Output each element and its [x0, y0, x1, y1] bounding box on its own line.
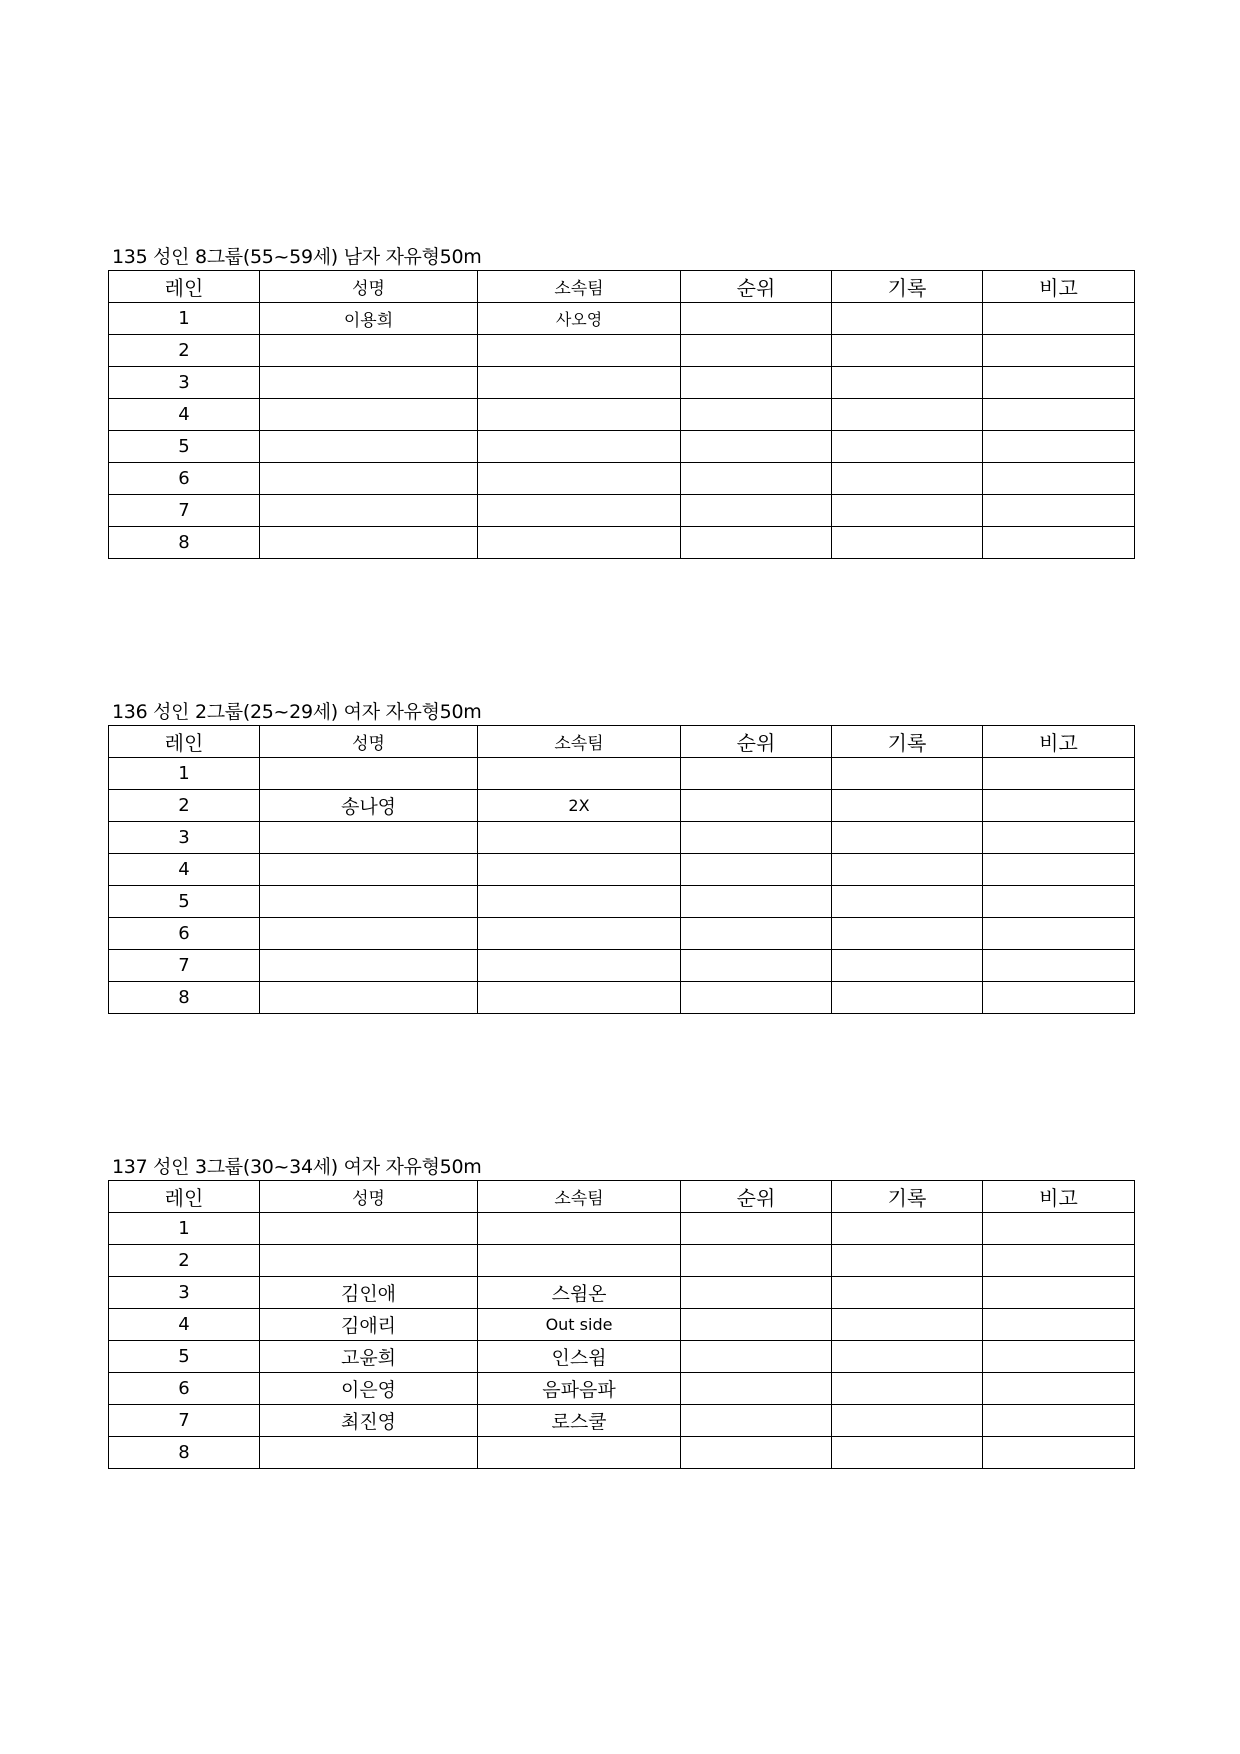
note-cell [983, 822, 1135, 854]
note-cell [983, 790, 1135, 822]
team-cell: Out side [478, 1309, 681, 1341]
name-cell: 송나영 [260, 790, 478, 822]
table-row [109, 854, 1135, 886]
column-header-team: 소속팀 [478, 1181, 681, 1213]
record-cell [832, 1373, 983, 1405]
table-row [109, 918, 1135, 950]
team-cell [478, 1213, 681, 1245]
column-header-name: 성명 [260, 271, 478, 303]
name-cell [260, 886, 478, 918]
table-header-row [109, 271, 1135, 303]
heat-table [108, 270, 1135, 559]
record-cell [832, 982, 983, 1014]
record-cell [832, 1245, 983, 1277]
team-cell [478, 982, 681, 1014]
rank-cell [681, 463, 832, 495]
name-cell: 고윤희 [260, 1341, 478, 1373]
table-row [109, 758, 1135, 790]
heat-table [108, 1180, 1135, 1469]
note-cell [983, 367, 1135, 399]
table-header-row [109, 726, 1135, 758]
lane-cell: 7 [109, 950, 260, 982]
rank-cell [681, 822, 832, 854]
note-cell [983, 1277, 1135, 1309]
table-row [109, 399, 1135, 431]
team-cell [478, 822, 681, 854]
rank-cell [681, 1245, 832, 1277]
event-title: 136 성인 2그룹(25~29세) 여자 자유형50m [112, 701, 482, 723]
lane-cell: 6 [109, 1373, 260, 1405]
lane-cell: 2 [109, 1245, 260, 1277]
lane-cell: 1 [109, 1213, 260, 1245]
name-cell [260, 854, 478, 886]
lane-cell: 8 [109, 982, 260, 1014]
rank-cell [681, 527, 832, 559]
record-cell [832, 1309, 983, 1341]
record-cell [832, 303, 983, 335]
note-cell [983, 918, 1135, 950]
note-cell [983, 527, 1135, 559]
table-row [109, 1213, 1135, 1245]
record-cell [832, 886, 983, 918]
table-row [109, 1405, 1135, 1437]
name-cell [260, 758, 478, 790]
team-cell [478, 854, 681, 886]
column-header-lane: 레인 [109, 1181, 260, 1213]
record-cell [832, 367, 983, 399]
rank-cell [681, 495, 832, 527]
column-header-lane: 레인 [109, 271, 260, 303]
rank-cell [681, 790, 832, 822]
table-row [109, 886, 1135, 918]
event-section-137 [108, 1154, 1134, 1469]
note-cell [983, 1437, 1135, 1469]
lane-cell: 1 [109, 303, 260, 335]
name-cell [260, 399, 478, 431]
column-header-name: 성명 [260, 1181, 478, 1213]
lane-cell: 8 [109, 1437, 260, 1469]
rank-cell [681, 1277, 832, 1309]
record-cell [832, 1213, 983, 1245]
column-header-record: 기록 [832, 271, 983, 303]
table-row [109, 1277, 1135, 1309]
column-header-record: 기록 [832, 1181, 983, 1213]
team-cell: 2X [478, 790, 681, 822]
lane-cell: 5 [109, 1341, 260, 1373]
note-cell [983, 1405, 1135, 1437]
lane-cell: 7 [109, 1405, 260, 1437]
name-cell [260, 822, 478, 854]
name-cell: 이은영 [260, 1373, 478, 1405]
column-header-record: 기록 [832, 726, 983, 758]
lane-cell: 4 [109, 854, 260, 886]
note-cell [983, 982, 1135, 1014]
team-cell: 인스윔 [478, 1341, 681, 1373]
lane-cell: 3 [109, 822, 260, 854]
column-header-team: 소속팀 [478, 271, 681, 303]
note-cell [983, 950, 1135, 982]
record-cell [832, 399, 983, 431]
table-row [109, 1245, 1135, 1277]
lane-cell: 6 [109, 918, 260, 950]
note-cell [983, 1245, 1135, 1277]
rank-cell [681, 1405, 832, 1437]
note-cell [983, 335, 1135, 367]
table-row [109, 822, 1135, 854]
lane-cell: 5 [109, 431, 260, 463]
column-header-note: 비고 [983, 271, 1135, 303]
record-cell [832, 918, 983, 950]
record-cell [832, 1277, 983, 1309]
rank-cell [681, 367, 832, 399]
team-cell: 음파음파 [478, 1373, 681, 1405]
table-row [109, 335, 1135, 367]
column-header-note: 비고 [983, 726, 1135, 758]
event-title: 135 성인 8그룹(55~59세) 남자 자유형50m [112, 246, 482, 268]
team-cell [478, 918, 681, 950]
column-header-team: 소속팀 [478, 726, 681, 758]
record-cell [832, 463, 983, 495]
rank-cell [681, 431, 832, 463]
table-header-row [109, 1181, 1135, 1213]
name-cell [260, 1437, 478, 1469]
rank-cell [681, 1213, 832, 1245]
note-cell [983, 854, 1135, 886]
name-cell [260, 367, 478, 399]
table-row [109, 1373, 1135, 1405]
name-cell [260, 1245, 478, 1277]
column-header-rank: 순위 [681, 271, 832, 303]
column-header-note: 비고 [983, 1181, 1135, 1213]
rank-cell [681, 303, 832, 335]
record-cell [832, 854, 983, 886]
name-cell [260, 918, 478, 950]
team-cell: 로스쿨 [478, 1405, 681, 1437]
rank-cell [681, 335, 832, 367]
team-cell [478, 1245, 681, 1277]
record-cell [832, 1405, 983, 1437]
rank-cell [681, 982, 832, 1014]
event-section-135 [108, 244, 1134, 559]
record-cell [832, 1341, 983, 1373]
record-cell [832, 822, 983, 854]
team-cell [478, 950, 681, 982]
rank-cell [681, 1309, 832, 1341]
note-cell [983, 1341, 1135, 1373]
name-cell [260, 982, 478, 1014]
rank-cell [681, 886, 832, 918]
lane-cell: 1 [109, 758, 260, 790]
table-row [109, 463, 1135, 495]
note-cell [983, 399, 1135, 431]
table-row [109, 431, 1135, 463]
column-header-name: 성명 [260, 726, 478, 758]
lane-cell: 3 [109, 367, 260, 399]
note-cell [983, 1373, 1135, 1405]
name-cell: 이용희 [260, 303, 478, 335]
table-row [109, 982, 1135, 1014]
name-cell [260, 335, 478, 367]
team-cell [478, 399, 681, 431]
note-cell [983, 886, 1135, 918]
team-cell [478, 463, 681, 495]
table-row [109, 1437, 1135, 1469]
table-row [109, 495, 1135, 527]
table-row [109, 367, 1135, 399]
lane-cell: 7 [109, 495, 260, 527]
name-cell [260, 495, 478, 527]
record-cell [832, 1437, 983, 1469]
table-row [109, 1341, 1135, 1373]
lane-cell: 4 [109, 399, 260, 431]
note-cell [983, 1309, 1135, 1341]
column-header-lane: 레인 [109, 726, 260, 758]
event-section-136 [108, 699, 1134, 1014]
rank-cell [681, 854, 832, 886]
team-cell: 사오영 [478, 303, 681, 335]
team-cell [478, 527, 681, 559]
note-cell [983, 303, 1135, 335]
lane-cell: 8 [109, 527, 260, 559]
rank-cell [681, 950, 832, 982]
table-row [109, 527, 1135, 559]
rank-cell [681, 918, 832, 950]
name-cell: 김애리 [260, 1309, 478, 1341]
note-cell [983, 495, 1135, 527]
rank-cell [681, 1437, 832, 1469]
name-cell [260, 431, 478, 463]
name-cell [260, 527, 478, 559]
team-cell [478, 335, 681, 367]
column-header-rank: 순위 [681, 1181, 832, 1213]
note-cell [983, 1213, 1135, 1245]
team-cell: 스윔온 [478, 1277, 681, 1309]
table-row [109, 1309, 1135, 1341]
table-row [109, 950, 1135, 982]
heat-table [108, 725, 1135, 1014]
team-cell [478, 431, 681, 463]
record-cell [832, 431, 983, 463]
record-cell [832, 335, 983, 367]
rank-cell [681, 399, 832, 431]
lane-cell: 2 [109, 335, 260, 367]
team-cell [478, 886, 681, 918]
table-row [109, 303, 1135, 335]
team-cell [478, 367, 681, 399]
note-cell [983, 431, 1135, 463]
lane-cell: 3 [109, 1277, 260, 1309]
name-cell [260, 1213, 478, 1245]
rank-cell [681, 1373, 832, 1405]
name-cell [260, 950, 478, 982]
lane-cell: 5 [109, 886, 260, 918]
record-cell [832, 758, 983, 790]
lane-cell: 4 [109, 1309, 260, 1341]
rank-cell [681, 1341, 832, 1373]
lane-cell: 2 [109, 790, 260, 822]
rank-cell [681, 758, 832, 790]
team-cell [478, 1437, 681, 1469]
record-cell [832, 495, 983, 527]
record-cell [832, 790, 983, 822]
note-cell [983, 758, 1135, 790]
team-cell [478, 495, 681, 527]
column-header-rank: 순위 [681, 726, 832, 758]
name-cell: 최진영 [260, 1405, 478, 1437]
team-cell [478, 758, 681, 790]
lane-cell: 6 [109, 463, 260, 495]
name-cell: 김인애 [260, 1277, 478, 1309]
record-cell [832, 527, 983, 559]
note-cell [983, 463, 1135, 495]
table-row [109, 790, 1135, 822]
event-title: 137 성인 3그룹(30~34세) 여자 자유형50m [112, 1156, 482, 1178]
name-cell [260, 463, 478, 495]
record-cell [832, 950, 983, 982]
